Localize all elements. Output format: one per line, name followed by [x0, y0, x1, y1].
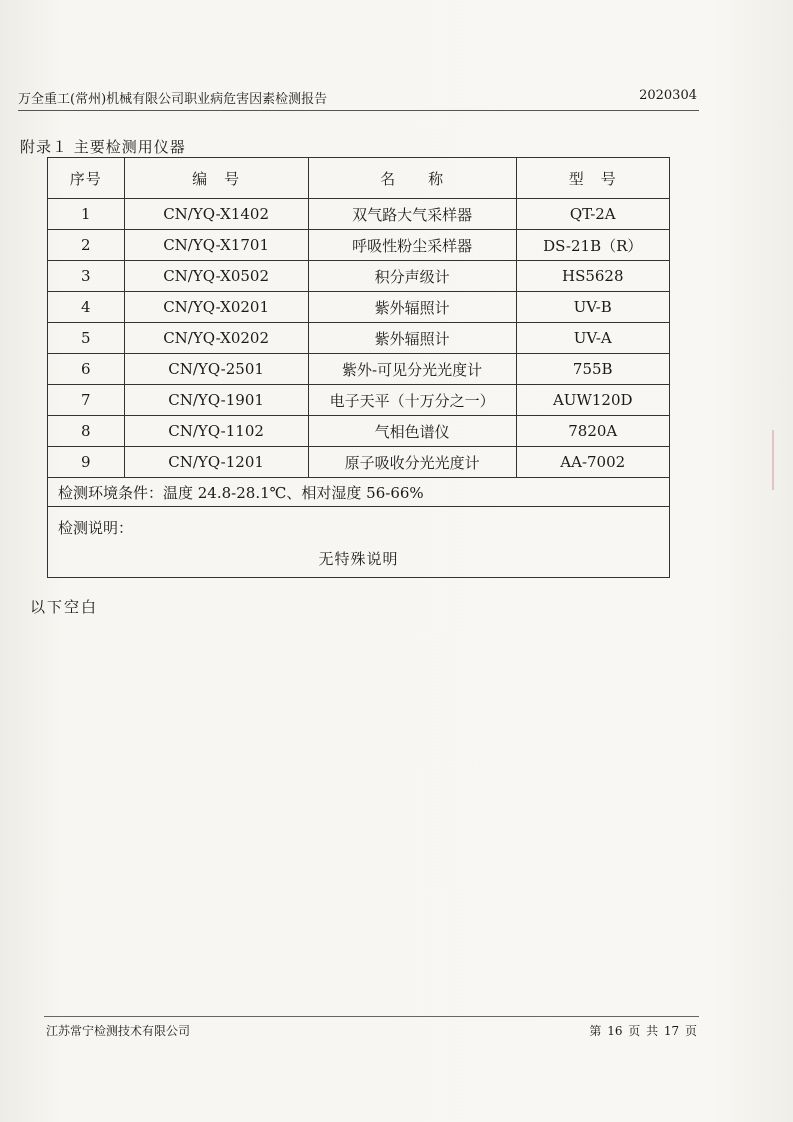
row-model: AA-7002 — [516, 447, 670, 478]
row-seq: 5 — [48, 323, 125, 354]
row-seq: 2 — [48, 230, 125, 261]
environment-row — [48, 478, 670, 507]
row-model: 755B — [516, 354, 670, 385]
row-name: 紫外辐照计 — [308, 323, 516, 354]
row-model: UV-B — [516, 292, 670, 323]
row-model: DS-21B（R） — [516, 230, 670, 261]
table-row — [48, 230, 670, 261]
appendix-title: 附录１ 主要检测用仪器 — [20, 138, 186, 156]
row-seq: 9 — [48, 447, 125, 478]
row-code: CN/YQ-X0201 — [124, 292, 308, 323]
header-divider — [18, 110, 699, 111]
column-header-code: 编 号 — [124, 158, 308, 199]
column-header-name: 名 称 — [308, 158, 516, 199]
row-name: 紫外辐照计 — [308, 292, 516, 323]
table-header-row — [48, 158, 670, 199]
notes-row — [48, 507, 670, 578]
row-code: CN/YQ-1102 — [124, 416, 308, 447]
row-seq: 7 — [48, 385, 125, 416]
row-seq: 3 — [48, 261, 125, 292]
column-header-model: 型 号 — [516, 158, 670, 199]
table-row — [48, 354, 670, 385]
row-seq: 6 — [48, 354, 125, 385]
row-name: 紫外-可见分光光度计 — [308, 354, 516, 385]
page-edge-stamp-mark — [772, 430, 779, 490]
table-row — [48, 261, 670, 292]
row-code: CN/YQ-2501 — [124, 354, 308, 385]
row-seq: 4 — [48, 292, 125, 323]
row-name: 积分声级计 — [308, 261, 516, 292]
table-row — [48, 292, 670, 323]
report-number: 2020304 — [639, 88, 697, 103]
row-name: 双气路大气采样器 — [308, 199, 516, 230]
row-name: 原子吸收分光光度计 — [308, 447, 516, 478]
row-model: UV-A — [516, 323, 670, 354]
footer-company: 江苏常宁检测技术有限公司 — [46, 1024, 191, 1038]
footer-page-info: 第 16 页 共 17 页 — [589, 1024, 697, 1038]
row-code: CN/YQ-X0202 — [124, 323, 308, 354]
environment-conditions: 检测环境条件：温度 24.8-28.1℃、相对湿度 56-66% — [48, 478, 670, 507]
row-seq: 8 — [48, 416, 125, 447]
row-model: QT-2A — [516, 199, 670, 230]
blank-below-note: 以下空白 — [30, 598, 99, 616]
row-model: HS5628 — [516, 261, 670, 292]
report-title: 万全重工(常州)机械有限公司职业病危害因素检测报告 — [18, 92, 328, 107]
row-code: CN/YQ-1201 — [124, 447, 308, 478]
row-code: CN/YQ-X0502 — [124, 261, 308, 292]
row-model: AUW120D — [516, 385, 670, 416]
table-row — [48, 385, 670, 416]
footer-divider — [44, 1016, 699, 1017]
notes-body: 无特殊说明 — [318, 550, 399, 568]
row-code: CN/YQ-X1402 — [124, 199, 308, 230]
row-name: 呼吸性粉尘采样器 — [308, 230, 516, 261]
table-row — [48, 199, 670, 230]
row-code: CN/YQ-X1701 — [124, 230, 308, 261]
table-row — [48, 323, 670, 354]
row-name: 电子天平（十万分之一） — [308, 385, 516, 416]
row-name: 气相色谱仪 — [308, 416, 516, 447]
row-seq: 1 — [48, 199, 125, 230]
row-code: CN/YQ-1901 — [124, 385, 308, 416]
instrument-table — [47, 157, 670, 578]
notes-cell — [48, 507, 670, 578]
table-row — [48, 416, 670, 447]
table-row — [48, 447, 670, 478]
row-model: 7820A — [516, 416, 670, 447]
column-header-seq: 序号 — [48, 158, 125, 199]
notes-label: 检测说明： — [58, 519, 134, 537]
